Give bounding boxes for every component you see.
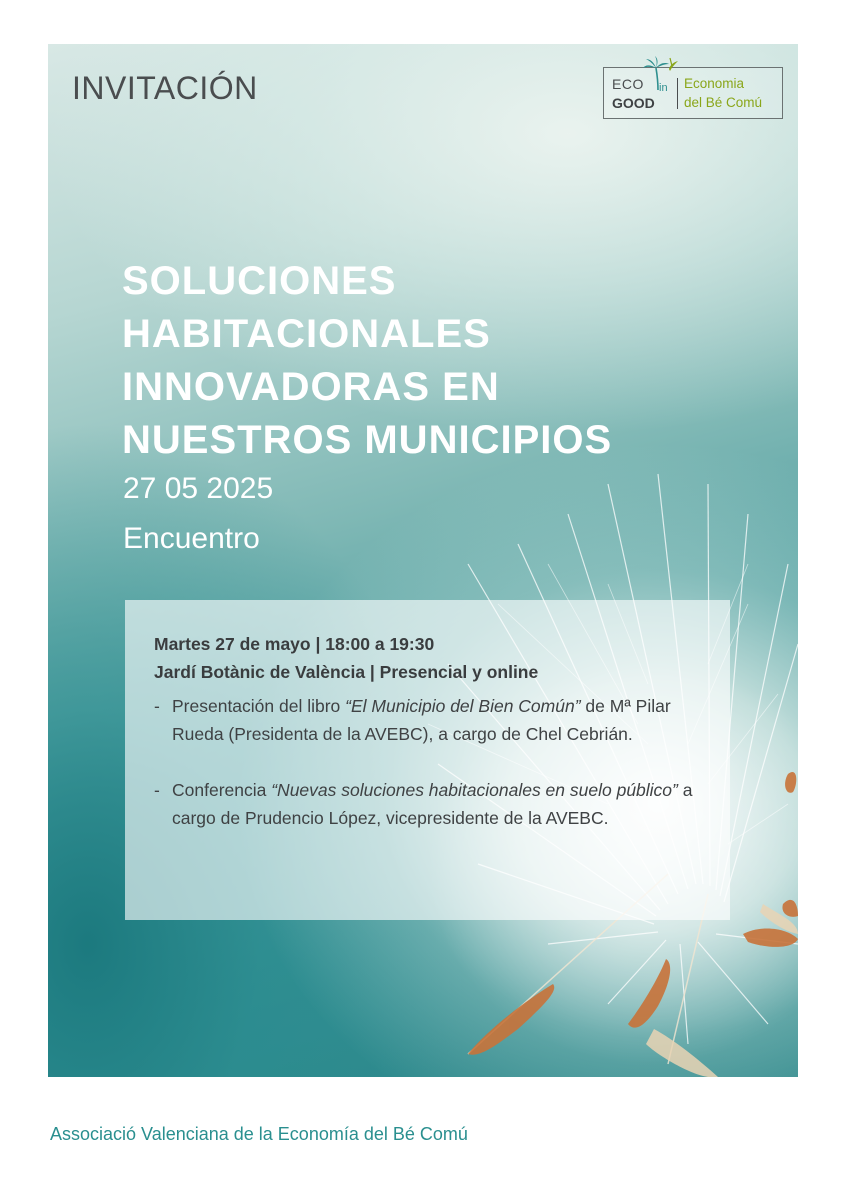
event-schedule: Martes 27 de mayo | 18:00 a 19:30 — [154, 634, 435, 654]
economy-common-good-logo — [603, 67, 783, 119]
poster-background — [48, 44, 798, 1077]
program-item-prefix: Conferencia — [172, 780, 272, 800]
logo-divider — [677, 78, 678, 109]
conference-title: “Nuevas soluciones habitacionales en suelo público” — [271, 780, 678, 800]
event-type: Encuentro — [123, 522, 260, 555]
program-item-suffix: a cargo de Prudencio López, vicepresidente de la AVEBC. — [172, 780, 693, 828]
list-dash: - — [154, 696, 160, 716]
invitation-label: INVITACIÓN — [72, 70, 258, 106]
event-title-line: SOLUCIONES — [122, 259, 397, 303]
event-title-line: NUESTROS MUNICIPIOS — [122, 418, 613, 462]
event-details-box — [125, 600, 730, 920]
program-item — [154, 776, 702, 832]
program-item — [154, 692, 702, 748]
organization-footer: Associació Valenciana de la Economía del Bé Comú — [50, 1124, 468, 1144]
event-title-line: INNOVADORAS EN — [122, 365, 500, 409]
logo-tagline-line2: del Bé Comú — [684, 95, 763, 110]
program-list — [154, 692, 702, 832]
event-venue: Jardí Botànic de València | Presencial y online — [154, 662, 539, 682]
logo-good-text: GOOD — [612, 95, 655, 111]
logo-eco-text: ECO — [612, 76, 644, 92]
event-title-line: HABITACIONALES — [122, 312, 491, 356]
program-item-prefix: Presentación del libro — [172, 696, 346, 716]
logo-in-text: in — [659, 82, 668, 94]
program-item-suffix: de Mª Pilar Rueda (Presidenta de la AVEBC), a cargo de Chel Cebrián. — [172, 696, 671, 744]
dandelion-seeds-image — [48, 44, 798, 1077]
event-title — [122, 255, 762, 467]
logo-tagline-line1: Economia — [684, 76, 745, 91]
book-title: “El Municipio del Bien Común” — [345, 696, 581, 716]
list-dash: - — [154, 780, 160, 800]
event-date: 27 05 2025 — [123, 472, 274, 505]
